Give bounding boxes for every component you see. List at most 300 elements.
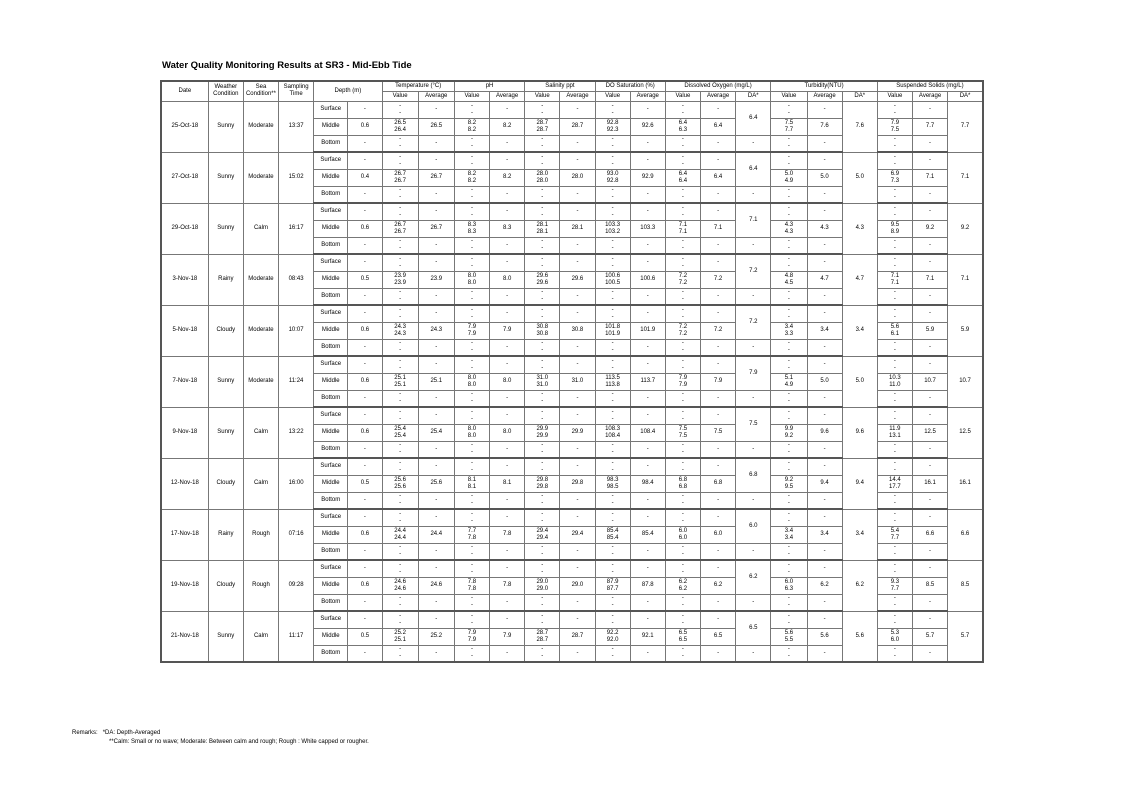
dissolved-oxygen-da: 7.9 (736, 356, 771, 390)
suspended-solids-values: - - (877, 237, 912, 254)
ph-average: 8.3 (490, 220, 525, 237)
suspended-solids-average: 10.7 (912, 373, 947, 390)
dissolved-oxygen-average: - (701, 441, 736, 458)
temperature-average: - (418, 152, 454, 169)
turbidity-values: 5.6 5.5 (771, 628, 807, 645)
temperature-values: 26.7 26.7 (382, 169, 418, 186)
suspended-solids-values: 9.5 8.9 (877, 220, 912, 237)
header-date: Date (161, 81, 208, 101)
turbidity-values: - - (771, 560, 807, 577)
do-saturation-values: - - (595, 509, 630, 526)
do-saturation-values: - - (595, 594, 630, 611)
suspended-solids-average: - (912, 611, 947, 628)
depth-value: - (348, 594, 382, 611)
salinity-values: - - (525, 458, 560, 475)
table-body (161, 101, 983, 662)
temperature-values: 26.7 26.7 (382, 220, 418, 237)
dissolved-oxygen-values: - - (665, 305, 700, 322)
do-saturation-average: 98.4 (630, 475, 665, 492)
dissolved-oxygen-da: 6.2 (736, 560, 771, 594)
do-saturation-values: - - (595, 356, 630, 373)
dissolved-oxygen-da: - (736, 594, 771, 611)
suspended-solids-values: - - (877, 611, 912, 628)
turbidity-values: - - (771, 611, 807, 628)
turbidity-values: - - (771, 305, 807, 322)
dissolved-oxygen-average: - (701, 135, 736, 152)
dissolved-oxygen-average: 7.2 (701, 322, 736, 339)
sampling-time-cell: 11:24 (279, 356, 314, 407)
ph-values: 8.0 8.0 (454, 271, 489, 288)
header-turbidity: Turbidity(NTU) (771, 81, 877, 91)
table-row (161, 458, 983, 475)
salinity-values: - - (525, 356, 560, 373)
sampling-time-cell: 15:02 (279, 152, 314, 203)
temperature-average: 25.6 (418, 475, 454, 492)
ph-values: 8.0 8.0 (454, 424, 489, 441)
depth-level-label: Bottom (314, 390, 348, 407)
temperature-values: 24.3 24.3 (382, 322, 418, 339)
salinity-average: - (560, 611, 595, 628)
turbidity-average: - (807, 390, 842, 407)
salinity-average: - (560, 237, 595, 254)
dissolved-oxygen-da: - (736, 543, 771, 560)
temperature-average: 24.3 (418, 322, 454, 339)
depth-value: - (348, 441, 382, 458)
salinity-average: 31.0 (560, 373, 595, 390)
ph-average: 8.1 (490, 475, 525, 492)
date-cell: 12-Nov-18 (161, 458, 208, 509)
temperature-average: 26.5 (418, 118, 454, 135)
suspended-solids-values: 14.4 17.7 (877, 475, 912, 492)
remarks (72, 729, 369, 747)
depth-value: 0.6 (348, 526, 382, 543)
do-saturation-average: - (630, 339, 665, 356)
salinity-values: - - (525, 560, 560, 577)
salinity-values: - - (525, 645, 560, 662)
do-saturation-average: - (630, 543, 665, 560)
turbidity-values: - - (771, 203, 807, 220)
depth-level-label: Middle (314, 169, 348, 186)
suspended-solids-values: - - (877, 441, 912, 458)
do-saturation-values: 87.9 87.7 (595, 577, 630, 594)
turbidity-da: 9.6 (842, 407, 877, 458)
do-saturation-values: 103.3 103.2 (595, 220, 630, 237)
depth-level-label: Middle (314, 577, 348, 594)
depth-level-label: Bottom (314, 288, 348, 305)
ph-values: - - (454, 509, 489, 526)
header-dissolved-oxygen: Dissolved Oxygen (mg/L) (665, 81, 770, 91)
date-cell: 9-Nov-18 (161, 407, 208, 458)
temperature-average: - (418, 356, 454, 373)
suspended-solids-average: 7.1 (912, 169, 947, 186)
dissolved-oxygen-values: - - (665, 492, 700, 509)
subheader-value: Value (525, 91, 560, 101)
suspended-solids-values: - - (877, 288, 912, 305)
suspended-solids-average: - (912, 288, 947, 305)
dissolved-oxygen-average: 7.1 (701, 220, 736, 237)
depth-level-label: Surface (314, 305, 348, 322)
dissolved-oxygen-values: 6.8 6.8 (665, 475, 700, 492)
temperature-average: - (418, 543, 454, 560)
dissolved-oxygen-average: - (701, 611, 736, 628)
sampling-time-cell: 13:22 (279, 407, 314, 458)
ph-average: - (490, 441, 525, 458)
ph-values: - - (454, 407, 489, 424)
salinity-average: 28.7 (560, 628, 595, 645)
dissolved-oxygen-values: - - (665, 339, 700, 356)
ph-values: - - (454, 611, 489, 628)
ph-average: - (490, 543, 525, 560)
dissolved-oxygen-values: - - (665, 458, 700, 475)
suspended-solids-da: 12.5 (948, 407, 983, 458)
dissolved-oxygen-values: - - (665, 237, 700, 254)
depth-value: - (348, 339, 382, 356)
temperature-values: 24.4 24.4 (382, 526, 418, 543)
do-saturation-average: - (630, 458, 665, 475)
ph-average: - (490, 101, 525, 118)
dissolved-oxygen-values: 7.1 7.1 (665, 220, 700, 237)
dissolved-oxygen-values: - - (665, 611, 700, 628)
dissolved-oxygen-da: - (736, 237, 771, 254)
temperature-values: - - (382, 441, 418, 458)
salinity-values: 29.6 29.6 (525, 271, 560, 288)
do-saturation-values: - - (595, 288, 630, 305)
salinity-average: - (560, 390, 595, 407)
depth-level-label: Surface (314, 458, 348, 475)
date-cell: 7-Nov-18 (161, 356, 208, 407)
dissolved-oxygen-average: - (701, 288, 736, 305)
temperature-average: - (418, 560, 454, 577)
ph-values: - - (454, 152, 489, 169)
ph-values: - - (454, 305, 489, 322)
depth-value: 0.6 (348, 424, 382, 441)
sea-condition-cell: Moderate (243, 254, 278, 305)
weather-cell: Cloudy (208, 560, 243, 611)
depth-level-label: Surface (314, 611, 348, 628)
ph-average: - (490, 152, 525, 169)
ph-values: 7.8 7.8 (454, 577, 489, 594)
turbidity-values: - - (771, 492, 807, 509)
header-do-saturation: DO Saturation (%) (595, 81, 665, 91)
suspended-solids-values: - - (877, 339, 912, 356)
dissolved-oxygen-values: 6.2 6.2 (665, 577, 700, 594)
ph-average: - (490, 560, 525, 577)
salinity-average: - (560, 288, 595, 305)
suspended-solids-average: 5.9 (912, 322, 947, 339)
salinity-average: 28.7 (560, 118, 595, 135)
dissolved-oxygen-average: 7.9 (701, 373, 736, 390)
suspended-solids-values: - - (877, 135, 912, 152)
dissolved-oxygen-values: - - (665, 203, 700, 220)
salinity-values: 29.9 29.9 (525, 424, 560, 441)
dissolved-oxygen-da: 6.8 (736, 458, 771, 492)
suspended-solids-values: - - (877, 305, 912, 322)
suspended-solids-da: 5.7 (948, 611, 983, 662)
dissolved-oxygen-average: 6.8 (701, 475, 736, 492)
salinity-values: 31.0 31.0 (525, 373, 560, 390)
dissolved-oxygen-average: 6.5 (701, 628, 736, 645)
do-saturation-average: - (630, 288, 665, 305)
sea-condition-cell: Calm (243, 203, 278, 254)
depth-level-label: Middle (314, 118, 348, 135)
suspended-solids-average: 12.5 (912, 424, 947, 441)
ph-average: 7.8 (490, 526, 525, 543)
ph-values: 8.2 8.2 (454, 118, 489, 135)
depth-level-label: Bottom (314, 594, 348, 611)
depth-value: - (348, 611, 382, 628)
do-saturation-values: 100.6 100.5 (595, 271, 630, 288)
do-saturation-values: - - (595, 543, 630, 560)
temperature-values: 23.9 23.9 (382, 271, 418, 288)
temperature-average: 26.7 (418, 220, 454, 237)
suspended-solids-average: 16.1 (912, 475, 947, 492)
turbidity-values: - - (771, 441, 807, 458)
weather-cell: Sunny (208, 356, 243, 407)
do-saturation-values: 93.0 92.8 (595, 169, 630, 186)
depth-value: 0.6 (348, 577, 382, 594)
turbidity-values: 7.5 7.7 (771, 118, 807, 135)
salinity-values: - - (525, 203, 560, 220)
sampling-time-cell: 10:07 (279, 305, 314, 356)
suspended-solids-values: - - (877, 594, 912, 611)
salinity-values: 28.7 28.7 (525, 118, 560, 135)
suspended-solids-average: - (912, 203, 947, 220)
weather-cell: Cloudy (208, 458, 243, 509)
ph-values: - - (454, 356, 489, 373)
sea-condition-cell: Calm (243, 611, 278, 662)
suspended-solids-average: 9.2 (912, 220, 947, 237)
depth-value: - (348, 407, 382, 424)
suspended-solids-da: 7.1 (948, 254, 983, 305)
temperature-average: - (418, 407, 454, 424)
suspended-solids-average: - (912, 458, 947, 475)
turbidity-values: - - (771, 186, 807, 203)
temperature-values: 24.6 24.6 (382, 577, 418, 594)
salinity-average: 29.6 (560, 271, 595, 288)
dissolved-oxygen-da: 7.1 (736, 203, 771, 237)
salinity-average: - (560, 254, 595, 271)
salinity-values: - - (525, 254, 560, 271)
salinity-values: 29.4 29.4 (525, 526, 560, 543)
suspended-solids-values: - - (877, 390, 912, 407)
salinity-values: 30.8 30.8 (525, 322, 560, 339)
do-saturation-average: - (630, 203, 665, 220)
suspended-solids-values: - - (877, 254, 912, 271)
dissolved-oxygen-values: 6.0 6.0 (665, 526, 700, 543)
depth-level-label: Surface (314, 152, 348, 169)
ph-average: - (490, 611, 525, 628)
turbidity-values: - - (771, 339, 807, 356)
temperature-average: - (418, 339, 454, 356)
turbidity-average: - (807, 594, 842, 611)
depth-level-label: Surface (314, 560, 348, 577)
turbidity-average: 5.6 (807, 628, 842, 645)
turbidity-values: 4.8 4.5 (771, 271, 807, 288)
temperature-average: 25.4 (418, 424, 454, 441)
do-saturation-values: - - (595, 492, 630, 509)
do-saturation-values: - - (595, 254, 630, 271)
depth-value: 0.5 (348, 271, 382, 288)
dissolved-oxygen-da: - (736, 390, 771, 407)
turbidity-average: - (807, 356, 842, 373)
do-saturation-values: - - (595, 441, 630, 458)
ph-values: - - (454, 339, 489, 356)
suspended-solids-average: 8.5 (912, 577, 947, 594)
header-salinity: Salinity ppt (525, 81, 595, 91)
suspended-solids-average: - (912, 509, 947, 526)
salinity-values: 28.0 28.0 (525, 169, 560, 186)
sampling-time-cell: 16:00 (279, 458, 314, 509)
do-saturation-values: 98.3 98.5 (595, 475, 630, 492)
salinity-values: - - (525, 543, 560, 560)
turbidity-values: - - (771, 407, 807, 424)
temperature-average: 25.2 (418, 628, 454, 645)
turbidity-values: 9.9 9.2 (771, 424, 807, 441)
temperature-values: - - (382, 509, 418, 526)
remarks-label: Remarks: (72, 730, 98, 736)
do-saturation-average: - (630, 101, 665, 118)
temperature-values: - - (382, 186, 418, 203)
table-row (161, 152, 983, 169)
salinity-average: - (560, 560, 595, 577)
suspended-solids-average: - (912, 441, 947, 458)
depth-level-label: Middle (314, 220, 348, 237)
salinity-average: 28.1 (560, 220, 595, 237)
depth-level-label: Middle (314, 628, 348, 645)
ph-values: - - (454, 135, 489, 152)
do-saturation-values: 92.8 92.3 (595, 118, 630, 135)
salinity-average: 29.4 (560, 526, 595, 543)
subheader-average: Average (418, 91, 454, 101)
weather-cell: Rainy (208, 509, 243, 560)
turbidity-average: - (807, 645, 842, 662)
turbidity-average: - (807, 492, 842, 509)
dissolved-oxygen-values: - - (665, 441, 700, 458)
dissolved-oxygen-values: 6.4 6.4 (665, 169, 700, 186)
turbidity-average: - (807, 305, 842, 322)
dissolved-oxygen-average: - (701, 645, 736, 662)
turbidity-values: - - (771, 509, 807, 526)
temperature-average: - (418, 254, 454, 271)
sampling-time-cell: 11:17 (279, 611, 314, 662)
dissolved-oxygen-average: 6.0 (701, 526, 736, 543)
sea-condition-cell: Moderate (243, 152, 278, 203)
suspended-solids-values: 7.9 7.5 (877, 118, 912, 135)
do-saturation-values: - - (595, 560, 630, 577)
turbidity-average: - (807, 339, 842, 356)
turbidity-values: - - (771, 152, 807, 169)
turbidity-values: 3.4 3.4 (771, 526, 807, 543)
do-saturation-average: - (630, 305, 665, 322)
salinity-values: - - (525, 492, 560, 509)
salinity-average: - (560, 356, 595, 373)
suspended-solids-values: - - (877, 645, 912, 662)
ph-values: - - (454, 543, 489, 560)
salinity-values: 28.1 28.1 (525, 220, 560, 237)
turbidity-average: 7.6 (807, 118, 842, 135)
salinity-average: - (560, 492, 595, 509)
temperature-values: - - (382, 203, 418, 220)
depth-value: - (348, 135, 382, 152)
temperature-average: - (418, 390, 454, 407)
do-saturation-average: - (630, 356, 665, 373)
ph-average: 7.9 (490, 628, 525, 645)
depth-level-label: Middle (314, 526, 348, 543)
table-row (161, 203, 983, 220)
dissolved-oxygen-average: 7.2 (701, 271, 736, 288)
turbidity-da: 5.0 (842, 152, 877, 203)
do-saturation-values: 113.5 113.8 (595, 373, 630, 390)
do-saturation-average: 103.3 (630, 220, 665, 237)
temperature-values: - - (382, 237, 418, 254)
date-cell: 3-Nov-18 (161, 254, 208, 305)
dissolved-oxygen-values: - - (665, 254, 700, 271)
date-cell: 17-Nov-18 (161, 509, 208, 560)
do-saturation-average: - (630, 135, 665, 152)
dissolved-oxygen-values: - - (665, 407, 700, 424)
ph-values: - - (454, 390, 489, 407)
ph-values: - - (454, 492, 489, 509)
sampling-time-cell: 13:37 (279, 101, 314, 152)
dissolved-oxygen-da: 7.5 (736, 407, 771, 441)
date-cell: 27-Oct-18 (161, 152, 208, 203)
header-suspended-solids: Suspended Solids (mg/L) (877, 81, 983, 91)
salinity-values: - - (525, 288, 560, 305)
turbidity-average: - (807, 407, 842, 424)
do-saturation-values: - - (595, 339, 630, 356)
subheader-value: Value (877, 91, 912, 101)
depth-level-label: Bottom (314, 543, 348, 560)
ph-average: - (490, 203, 525, 220)
depth-value: - (348, 509, 382, 526)
dissolved-oxygen-values: - - (665, 560, 700, 577)
turbidity-da: 7.6 (842, 101, 877, 152)
dissolved-oxygen-values: - - (665, 288, 700, 305)
temperature-average: - (418, 135, 454, 152)
weather-cell: Sunny (208, 407, 243, 458)
do-saturation-average: 92.1 (630, 628, 665, 645)
suspended-solids-values: - - (877, 458, 912, 475)
depth-value: - (348, 356, 382, 373)
temperature-values: - - (382, 645, 418, 662)
do-saturation-average: - (630, 254, 665, 271)
dissolved-oxygen-values: - - (665, 509, 700, 526)
temperature-values: - - (382, 288, 418, 305)
temperature-average: 24.6 (418, 577, 454, 594)
temperature-values: - - (382, 356, 418, 373)
temperature-values: 25.6 25.6 (382, 475, 418, 492)
ph-values: - - (454, 101, 489, 118)
suspended-solids-average: - (912, 492, 947, 509)
subheader-da: DA* (842, 91, 877, 101)
do-saturation-average: - (630, 492, 665, 509)
turbidity-da: 5.0 (842, 356, 877, 407)
salinity-average: - (560, 152, 595, 169)
salinity-average: 28.0 (560, 169, 595, 186)
temperature-average: 25.1 (418, 373, 454, 390)
ph-values: 7.9 7.9 (454, 322, 489, 339)
ph-average: - (490, 390, 525, 407)
salinity-average: - (560, 645, 595, 662)
suspended-solids-average: - (912, 135, 947, 152)
turbidity-values: 5.1 4.9 (771, 373, 807, 390)
temperature-values: - - (382, 560, 418, 577)
turbidity-average: 4.3 (807, 220, 842, 237)
depth-level-label: Bottom (314, 441, 348, 458)
dissolved-oxygen-average: - (701, 254, 736, 271)
dissolved-oxygen-average: - (701, 305, 736, 322)
suspended-solids-da: 6.6 (948, 509, 983, 560)
